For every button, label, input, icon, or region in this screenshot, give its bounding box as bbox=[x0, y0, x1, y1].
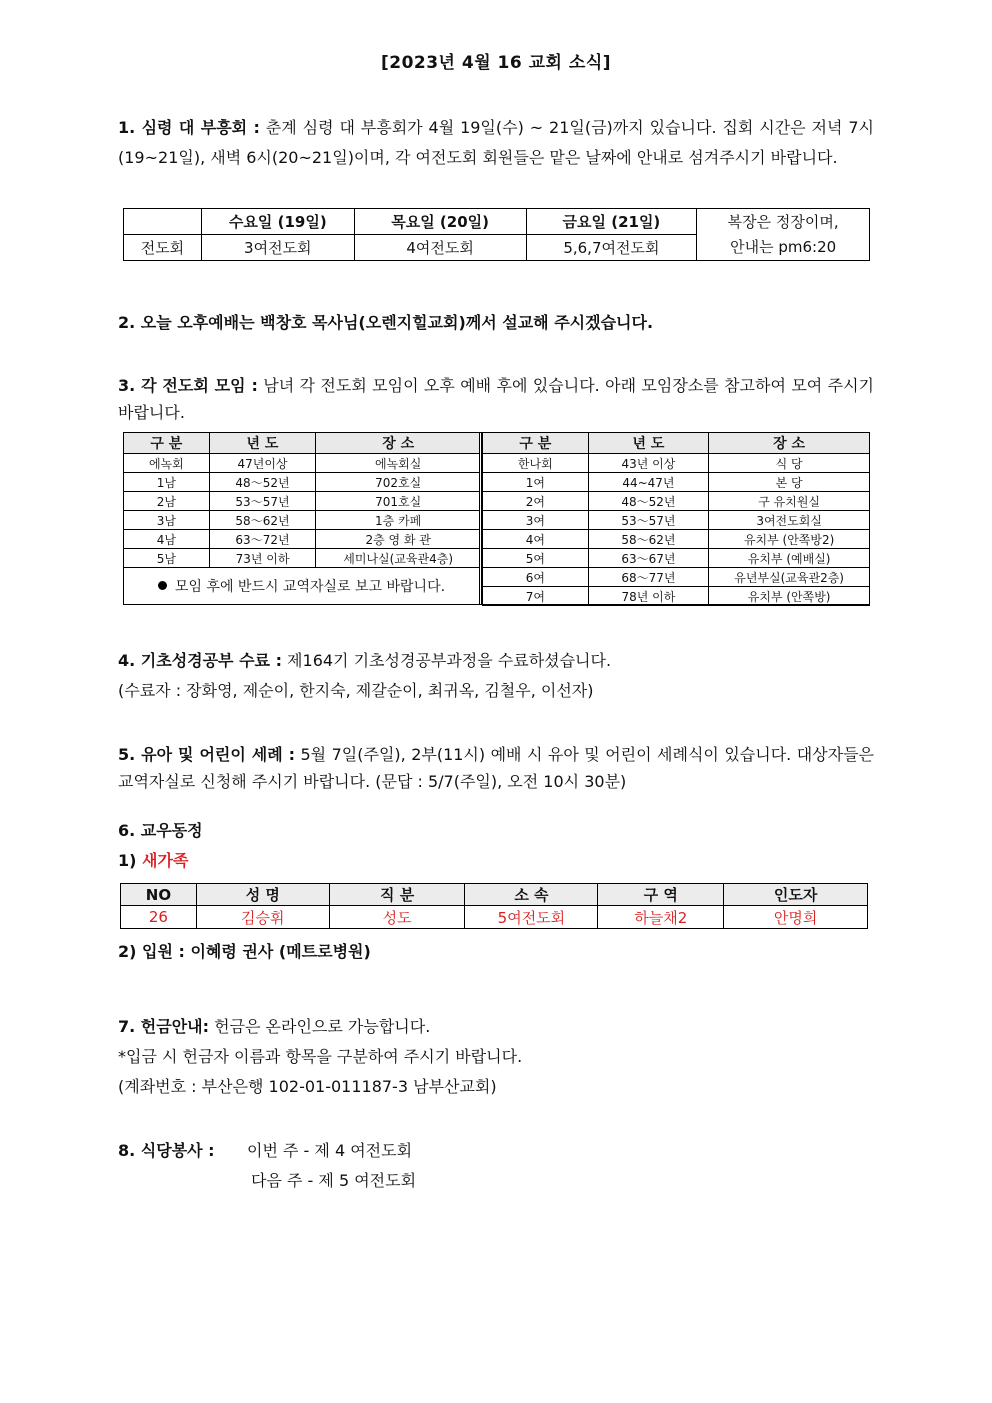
cell: 26 bbox=[121, 906, 197, 929]
revival-header-fri: 금요일 (21일) bbox=[526, 209, 697, 235]
nf-header-no: NO bbox=[121, 884, 197, 906]
cell: 본 당 bbox=[709, 473, 870, 492]
kitchen-next-week: 다음 주 - 제 5 여전도회 bbox=[251, 1171, 417, 1190]
section-meetings bbox=[118, 372, 874, 426]
revival-header-empty bbox=[124, 209, 202, 235]
cell: 4여 bbox=[483, 530, 589, 549]
section-meetings-text: 남녀 각 전도회 모임이 오후 예배 후에 있습니다. 아래 모임장소를 참고하여 모여 주시기 바랍니다. bbox=[118, 376, 874, 422]
men-header-group: 구 분 bbox=[124, 433, 210, 454]
cell: 4남 bbox=[124, 530, 210, 549]
cell: 3남 bbox=[124, 511, 210, 530]
meeting-notice-text: 모임 후에 반드시 교역자실로 보고 바랍니다. bbox=[174, 578, 446, 595]
section-kitchen-heading: 8. 식당봉사 : bbox=[118, 1141, 215, 1160]
section-revival-text: 춘계 심령 대 부흥회가 4월 19일(수) ~ 21일(금)까지 있습니다. 집회 시간은 저녁 7시(19~21일), 새벽 6시(20~21일)이며, 각 여전도회 회원들은 맡은 날짜에 안내로 섬겨주시기 바랍니다. bbox=[118, 118, 874, 167]
cell: 유치부 (안쪽방2) bbox=[709, 530, 870, 549]
page-title: [2023년 4월 16 교회 소식] bbox=[380, 53, 612, 73]
cell: 1층 카페 bbox=[316, 511, 481, 530]
revival-cell-wed: 3여전도회 bbox=[201, 235, 354, 261]
table-row bbox=[483, 473, 870, 492]
bullet-icon bbox=[158, 581, 167, 590]
revival-cell-fri: 5,6,7여전도회 bbox=[526, 235, 697, 261]
new-family-table bbox=[120, 883, 868, 929]
section-kitchen bbox=[118, 1136, 874, 1190]
table-row bbox=[483, 549, 870, 568]
section-offering-text: 헌금은 온라인으로 가능합니다. bbox=[209, 1017, 431, 1036]
cell: 세미나실(교육관4층) bbox=[316, 549, 481, 568]
section-bible-heading: 4. 기초성경공부 수료 : bbox=[118, 651, 282, 670]
cell: 유치부 (안쪽방) bbox=[709, 587, 870, 606]
table-row bbox=[124, 511, 481, 530]
table-row bbox=[483, 492, 870, 511]
cell: 2여 bbox=[483, 492, 589, 511]
cell: 3여 bbox=[483, 511, 589, 530]
section-meetings-heading: 3. 각 전도회 모임 : bbox=[118, 376, 258, 395]
meeting-places-table bbox=[123, 432, 870, 605]
section-offering-account: (계좌번호 : 부산은행 102-01-011187-3 남부산교회) bbox=[118, 1077, 497, 1096]
table-row bbox=[483, 587, 870, 606]
cell: 63～67년 bbox=[588, 549, 709, 568]
cell: 안명희 bbox=[724, 906, 868, 929]
table-row bbox=[124, 473, 481, 492]
meeting-table-men bbox=[123, 432, 481, 568]
nf-header-name: 성 명 bbox=[196, 884, 329, 906]
cell: 1남 bbox=[124, 473, 210, 492]
cell: 43년 이상 bbox=[588, 454, 709, 473]
section-baptism bbox=[118, 741, 874, 795]
section-revival-heading: 1. 심령 대 부흥회 : bbox=[118, 118, 260, 137]
cell: 김승휘 bbox=[196, 906, 329, 929]
women-header-group: 구 분 bbox=[483, 433, 589, 454]
cell: 702호실 bbox=[316, 473, 481, 492]
section-news bbox=[118, 816, 874, 876]
revival-header-wed: 수요일 (19일) bbox=[201, 209, 354, 235]
table-row bbox=[124, 454, 481, 473]
revival-header-thu: 목요일 (20일) bbox=[354, 209, 526, 235]
kitchen-this-week: 이번 주 - 제 4 여전도회 bbox=[247, 1141, 413, 1160]
cell: 에녹회 bbox=[124, 454, 210, 473]
cell: 5여전도회 bbox=[465, 906, 598, 929]
section-bible-graduates: (수료자 : 장화영, 제순이, 한지숙, 제갈순이, 최귀옥, 김철우, 이선자) bbox=[118, 681, 594, 700]
revival-note-line2: 안내는 pm6:20 bbox=[730, 237, 837, 256]
new-family-label: 새가족 bbox=[142, 851, 189, 870]
cell: 5남 bbox=[124, 549, 210, 568]
revival-dress-note bbox=[697, 209, 870, 261]
meeting-notice bbox=[124, 567, 479, 604]
table-row bbox=[483, 511, 870, 530]
cell: 유년부실(교육관2층) bbox=[709, 568, 870, 587]
revival-schedule-table bbox=[123, 208, 870, 261]
table-row bbox=[483, 530, 870, 549]
cell: 구 유치원실 bbox=[709, 492, 870, 511]
section-baptism-text: 5월 7일(주일), 2부(11시) 예배 시 유아 및 어린이 세례식이 있습니다. 대상자들은 교역자실로 신청해 주시기 바랍니다. (문답 : 5/7(주일), 오전 10시 30분) bbox=[118, 745, 874, 791]
section-offering-heading: 7. 헌금안내: bbox=[118, 1017, 210, 1036]
table-row bbox=[124, 549, 481, 568]
cell: 44~47년 bbox=[588, 473, 709, 492]
section-bible-text: 제164기 기초성경공부과정을 수료하셨습니다. bbox=[281, 651, 612, 670]
table-row bbox=[124, 530, 481, 549]
cell: 2남 bbox=[124, 492, 210, 511]
nf-header-affiliation: 소 속 bbox=[465, 884, 598, 906]
section-baptism-heading: 5. 유아 및 어린이 세례 : bbox=[118, 745, 296, 764]
section-news-heading: 6. 교우동정 bbox=[118, 821, 203, 840]
cell: 47년이상 bbox=[209, 454, 316, 473]
cell: 식 당 bbox=[709, 454, 870, 473]
cell: 5여 bbox=[483, 549, 589, 568]
meeting-table-women bbox=[482, 432, 870, 606]
men-header-place: 장 소 bbox=[316, 433, 481, 454]
women-header-place: 장 소 bbox=[709, 433, 870, 454]
cell: 63～72년 bbox=[209, 530, 316, 549]
cell: 68～77년 bbox=[588, 568, 709, 587]
hospitalization-note: 2) 입원 : 이혜령 권사 (메트로병원) bbox=[118, 942, 371, 961]
cell: 701호실 bbox=[316, 492, 481, 511]
cell: 성도 bbox=[329, 906, 465, 929]
cell: 78년 이하 bbox=[588, 587, 709, 606]
cell: 2층 영 화 관 bbox=[316, 530, 481, 549]
cell: 73년 이하 bbox=[209, 549, 316, 568]
nf-header-title: 직 분 bbox=[329, 884, 465, 906]
cell: 53～57년 bbox=[209, 492, 316, 511]
men-header-year: 년 도 bbox=[209, 433, 316, 454]
section-revival bbox=[118, 113, 874, 173]
section-offering-line2: *입금 시 헌금자 이름과 항목을 구분하여 주시기 바랍니다. bbox=[118, 1047, 523, 1066]
cell: 하늘채2 bbox=[598, 906, 724, 929]
cell: 58～62년 bbox=[209, 511, 316, 530]
new-family-number: 1) bbox=[118, 851, 137, 870]
section-bible-study bbox=[118, 646, 874, 706]
cell: 58～62년 bbox=[588, 530, 709, 549]
cell: 1여 bbox=[483, 473, 589, 492]
table-row bbox=[121, 906, 868, 929]
revival-row-label: 전도회 bbox=[124, 235, 202, 261]
women-header-year: 년 도 bbox=[588, 433, 709, 454]
nf-header-guide: 인도자 bbox=[724, 884, 868, 906]
nf-header-district: 구 역 bbox=[598, 884, 724, 906]
cell: 48～52년 bbox=[209, 473, 316, 492]
cell: 6여 bbox=[483, 568, 589, 587]
table-row bbox=[483, 568, 870, 587]
cell: 7여 bbox=[483, 587, 589, 606]
cell: 한나회 bbox=[483, 454, 589, 473]
revival-cell-thu: 4여전도회 bbox=[354, 235, 526, 261]
cell: 유치부 (예배실) bbox=[709, 549, 870, 568]
cell: 53～57년 bbox=[588, 511, 709, 530]
cell: 48～52년 bbox=[588, 492, 709, 511]
table-row bbox=[483, 454, 870, 473]
cell: 3여전도회실 bbox=[709, 511, 870, 530]
cell: 에녹회실 bbox=[316, 454, 481, 473]
section-sermon: 2. 오늘 오후예배는 백창호 목사님(오렌지힐교회)께서 설교해 주시겠습니다. bbox=[118, 313, 654, 332]
table-row bbox=[124, 492, 481, 511]
section-offering bbox=[118, 1012, 874, 1102]
revival-note-line1: 복장은 정장이며, bbox=[727, 212, 839, 231]
